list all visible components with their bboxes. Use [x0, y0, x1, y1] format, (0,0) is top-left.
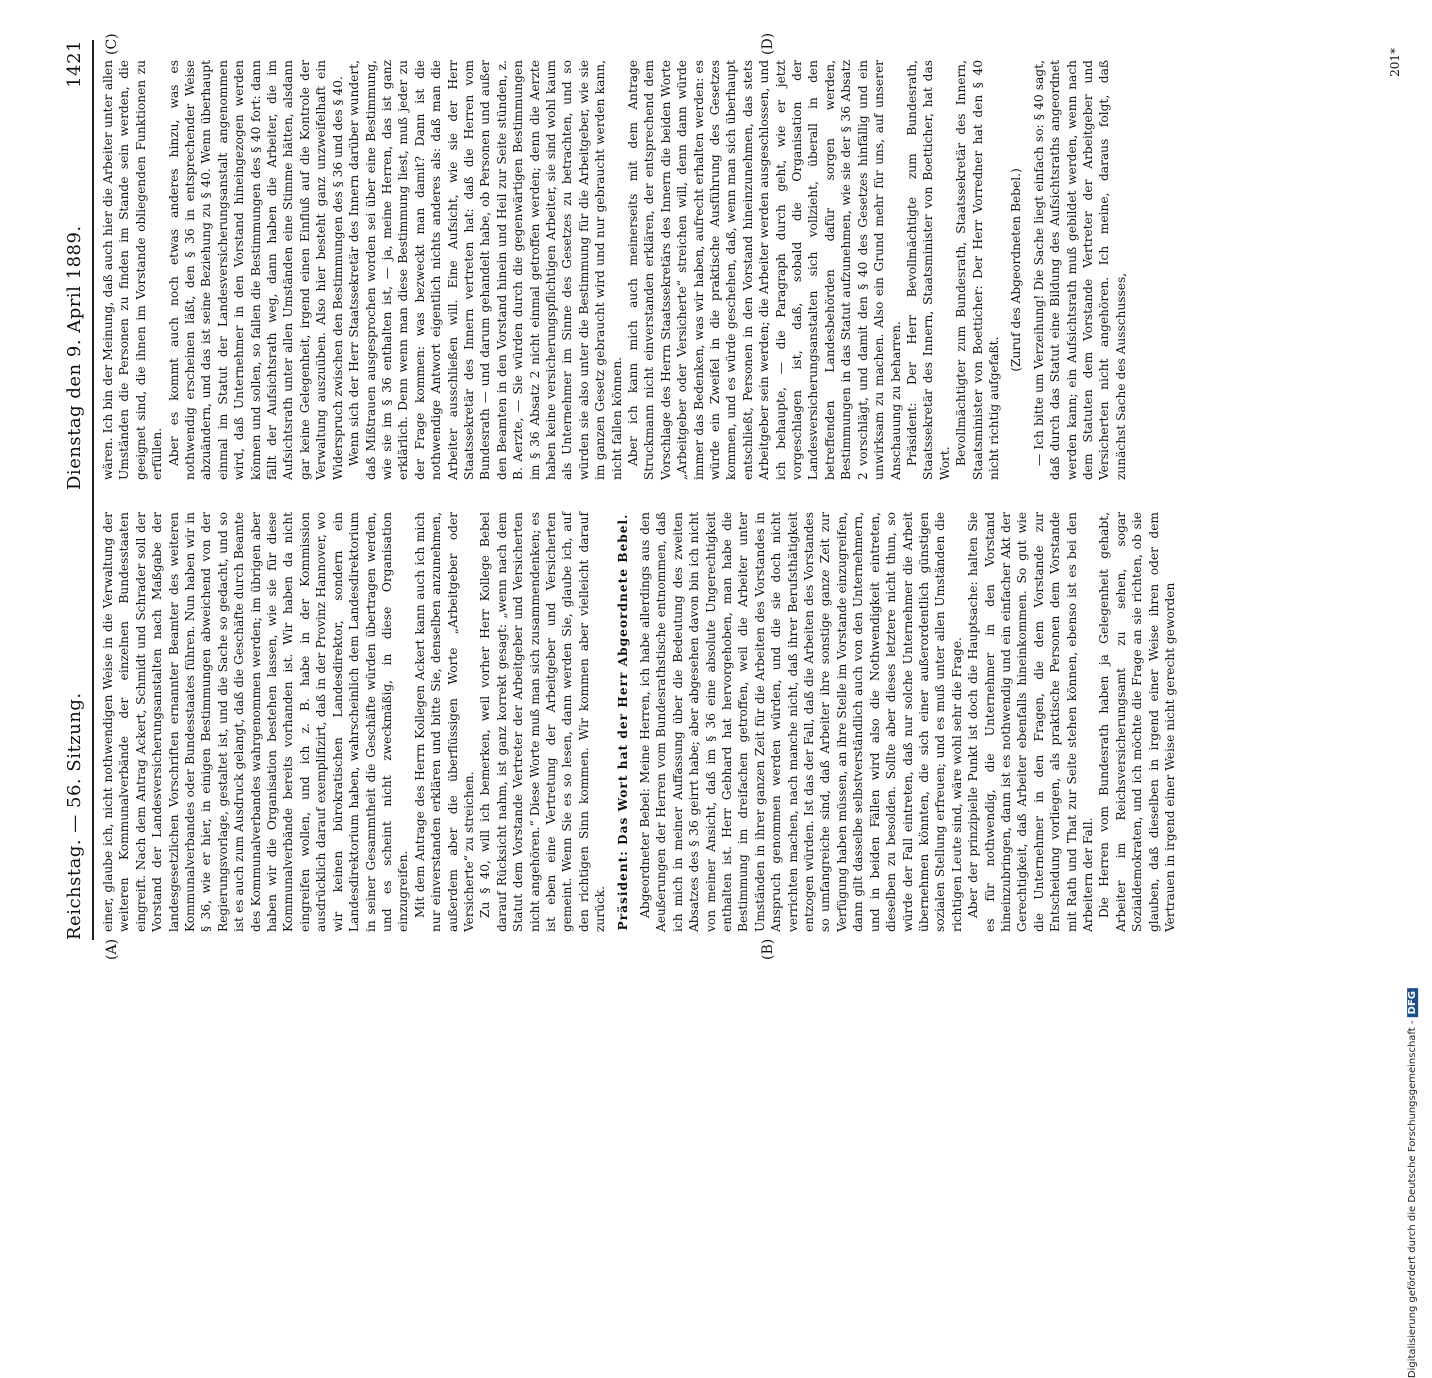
signature-mark: 201* — [1388, 48, 1402, 77]
margin-mark-d: (D) — [760, 32, 776, 55]
interjection: (Zuruf des Abgeordneten Bebel.) — [1009, 168, 1024, 372]
header-rule — [92, 40, 94, 940]
president-line: Präsident: Das Wort hat der Herr Abgeordnete Bebel. — [615, 513, 630, 931]
left-column — [100, 512, 1372, 932]
running-head — [60, 40, 90, 940]
left-paragraph: Die Herren vom Bundesrath haben ja Gelegenheit gehabt, Arbeiter im Reichsversicherungsamt zu sehen, sogar Sozialdemokraten, und ich möchte die Frage an sie richten, ob sie glauben, daß dieselben in irgend einer Weise ihren oder dem Vertrauen in irgend einer Weise nicht gerecht geworden — [1097, 512, 1177, 932]
left-paragraph: Aber der prinzipielle Punkt ist doch die Hauptsache: halten Sie es für nothwendig, die Unternehmer in den Vorstand hineinzubringen, dann ist es nothwendig und ein einfacher Akt der Gerechtigkeit, daß Arbeiter ebenfalls hineinkommen. So gut wie die Unternehmer in den Fragen, die dem Vorstande zur Entscheidung vorliegen, als praktische Personen dem Vorstande mit Rath und That zur Seite stehen können, ebenso ist es bei den Arbeitern der Fall. — [966, 512, 1095, 932]
margin-mark-a: (A) — [104, 938, 120, 960]
right-paragraph: wären. Ich bin der Meinung, daß auch hier die Arbeiter unter allen Umständen die Personen zu finden im Stande sein werden, die geeignet sind, die ihnen im Vorstande obliegenden Funktionen zu erfüllen. — [101, 60, 165, 480]
header-date: Dienstag den 9. April 1889. — [64, 225, 85, 490]
left-paragraph: einer, glaube ich, nicht nothwendigen Weise in die Verwaltung der weiteren Kommunalverbände der einzelnen Bundesstaaten eingreift. Nach dem Antrag Ackert, Schmidt und Schrader soll der Vorstand der Landesversicherungsanstalten nach Maßgabe der landesgesetzlichen Vorschriften ernannter Beamter des weiteren Kommunalverbandes oder Bundesstaates führen. Nun haben wir in § 36, wie er hier, in einigen Bestimmungen abweichend von der Regierungsvorlage, gestaltet ist, und die Sache so gedacht, und so ist es auch zum Ausdruck gelangt, daß die Geschäfte durch Beamte des Kommunalverbandes wahrgenommen werden; im übrigen aber haben wir die Organisation bestehen lassen, wie sie für diese Kommunalverbände bereits vorhanden ist. Wir haben da nicht eingreifen wollen, und ich z. B. habe in der Kommission ausdrücklich darauf exemplifizirt, daß in der Provinz Hannover, wo wir keinen bürokratischen Landesdirektor, sondern ein Landesdirektorium haben, wahrscheinlich dem Landesdirektorium in seiner Gesammtheit die Geschäfte würden übertragen werden, und es scheint nicht zweckmäßig, in diese Organisation einzugreifen. — [101, 512, 411, 932]
left-paragraph: Mit dem Antrage des Herrn Kollegen Ackert kann auch ich mich nur einverstanden erklären und bitte Sie, denselben anzunehmen, außerdem aber die überflüssigen Worte „Arbeitgeber oder Versicherte“ zu streichen. — [412, 512, 476, 932]
header-left: Reichstag. — 56. Sitzung. — [64, 692, 85, 940]
dfg-logo: DFG — [1407, 988, 1418, 1017]
page-number: 1421 — [64, 40, 85, 88]
margin-mark-c: (C) — [104, 33, 120, 55]
right-column — [100, 60, 1372, 480]
left-paragraph: Abgeordneter Bebel: Meine Herren, ich habe allerdings aus den Aeußerungen der Herren vom Bundesrathstische entnommen, daß ich mich in meiner Auffassung über die Bedeutung des zweiten Absatzes des § 36 geirrt habe; aber abgesehen davon bin ich nicht von meiner Ansicht, daß im § 36 eine absolute Ungerechtigkeit enthalten ist. Herr Gebhard hat hervorgehoben, man habe die Bestimmung im dreifachen getroffen, weil die Arbeiter unter Umständen in ihrer ganzen Zeit für die Arbeiten des Vorstandes in Anspruch genommen werden würden, und die sie doch nicht verrichten machen, nach manche nicht, daß ihrer Berufsthätigkeit entzogen würden. Ist das der Fall, daß die Arbeiten des Vorstandes so umfangreiche sind, daß Arbeiter ihre sonstige ganze Zeit zur Verfügung haben müssen, an ihre Stelle im Vorstande einzugreifen, dann gilt dasselbe selbstverständlich auch von den Unternehmern, und in beiden Fällen wird also die Nothwendigkeit eintreten, dieselben zu besolden. Sollte aber dieses letztere nicht thun, so würde der Fall eintreten, daß nur solche Unternehmer die Arbeit übernehmen könnten, die sich einer außerordentlich günstigen sozialen Stellung erfreuen; und es muß unter allen Umständen die richtigen Leute sind, wäre wohl sehr die Frage. — [638, 512, 964, 932]
right-paragraph: — Ich bitte um Verzeihung! Die Sache liegt einfach so: § 40 sagt, daß durch das Statut eine Bildung des Aufsichtsraths angeordnet werden kann; ein Aufsichtsrath muß gebildet werden, wenn nach dem Statuten dem Vorstande Vertreter der Arbeitgeber und Versicherten nicht angehören. Ich meine, daraus folgt, daß zunächst Sache des Ausschusses, — [1031, 60, 1128, 480]
right-paragraph: Bevollmächtigter zum Bundesrath, Staatssekretär des Innern, Staatsminister von Boetticher: Der Herr Vorredner hat den § 40 nicht richtig aufgefaßt. — [954, 60, 1001, 480]
dfg-credit — [1407, 988, 1418, 1378]
left-paragraph: Zu § 40, will ich bemerken, weil vorher Herr Kollege Bebel darauf Rücksicht nahm, ist ganz korrekt gesagt: „wenn nach dem Statut dem Vorstande Vertreter der Arbeitgeber und Versicherten nicht angehören.“ Diese Worte muß man sich zusammendenken; es ist eben eine Vertretung der Arbeitgeber und Versicherten gemeint. Wenn Sie es so lesen, dann werden Sie, glaube ich, auf den richtigen Sinn kommen. Wir kommen aber vielleicht darauf zurück. — [478, 512, 608, 932]
right-paragraph: Wenn sich der Herr Staatssekretär des Innern darüber wundert, daß Mißtrauen ausgesprochen worden sei über eine Bestimmung, wie sie im § 36 enthalten ist, — ja, meine Herren, das ist ganz erklärlich. Denn wenn man diese Bestimmung liest, muß jeder zu der Frage kommen: was bezweckt man damit? Dann ist die nothwendige Antwort eigentlich nichts anderes als: daß man die Arbeiter ausschließen will. Eine Aufsicht, wie sie der Herr Staatssekretär des Innern vertreten hat: daß die Herren vom Bundesrath — und darum gehandelt habe, ob Personen und außer den Beamten in den Vorstand hinein und Heil zur Seite stünden, z. B. Aerzte, — Sie würden durch die gegenwärtigen Bestimmungen im § 36 Absatz 2 nicht einmal getroffen werden; denn die Aerzte haben keine versicherungspflichtigen Arbeiter, sie sind wohl kaum als Unternehmer im Sinne des Gesetzes zu betrachten, und so würden sie also unter die Bestimmung für die Arbeitgeber, wie sie im ganzen Gesetz gebraucht wird und nur gebraucht werden kann, nicht fallen können. — [347, 60, 624, 480]
credit-text: Digitalisierung gefördert durch die Deutsche Forschungsgemeinschaft - — [1407, 1017, 1418, 1378]
right-paragraph: Aber es kommt auch noch etwas anderes hinzu, was es nothwendig erscheinen läßt, den § 36 in entsprechender Weise abzuändern, und das ist seine Beziehung zu § 40. Wenn überhaupt einmal im Statut der Landesversicherungsanstalt angenommen wird, daß Unternehmer in den Vorstand hineingezogen werden können und sollen, so fallen die Bestimmungen des § 40 fort: dann fällt der Aufsichtsrath weg, dann haben die Arbeiter, die im Aufsichtsrath unter allen Umständen eine Stimme hätten, alsdann gar keine Gelegenheit, irgend einen Einfluß auf die Kontrole der Verwaltung auszuüben. Also hier besteht ganz unzweifelhaft ein Widerspruch zwischen den Bestimmungen des § 36 und des § 40. — [166, 60, 345, 480]
margin-mark-b: (B) — [760, 938, 776, 960]
president-line: Präsident: Der Herr Bevollmächtigte zum Bundesrath, Staatssekretär des Innern, Staatsminister von Boetticher, hat das Wort. — [904, 60, 952, 480]
right-paragraph: Aber ich kann mich auch meinerseits mit dem Antrage Struckmann nicht einverstanden erklären, der entsprechend dem Vorschlage des Herrn Staatssekretärs des Innern die beiden Worte „Arbeitgeber oder Versicherte“ streichen will, denn dann würde immer das Bedenken, was wir haben, aufrecht erhalten werden: es würde ein Zweifel in die praktische Ausführung des Gesetzes kommen, und es würde geschehen, daß, wenn man sich überhaupt entschließt, Personen in den Vorstand hineinzunehmen, das stets Arbeitgeber sein werden; die Arbeiter werden ausgeschlossen, und ich behaupte, — die Paragraph durch geht, wie er jetzt vorgeschlagen ist, daß, sobald die Organisation der Landesversicherungsanstalten sich vollzieht, überall in den betreffenden Landesbehörden dafür sorgen werden, Bestimmungen in das Statut aufzunehmen, wie sie der § 36 Absatz 2 vorschlägt, und damit den § 40 des Gesetzes hinfällig und ein unwirksam zu machen. Also ein Grund mehr für uns, auf unserer Anschauung zu beharren. — [626, 60, 903, 480]
